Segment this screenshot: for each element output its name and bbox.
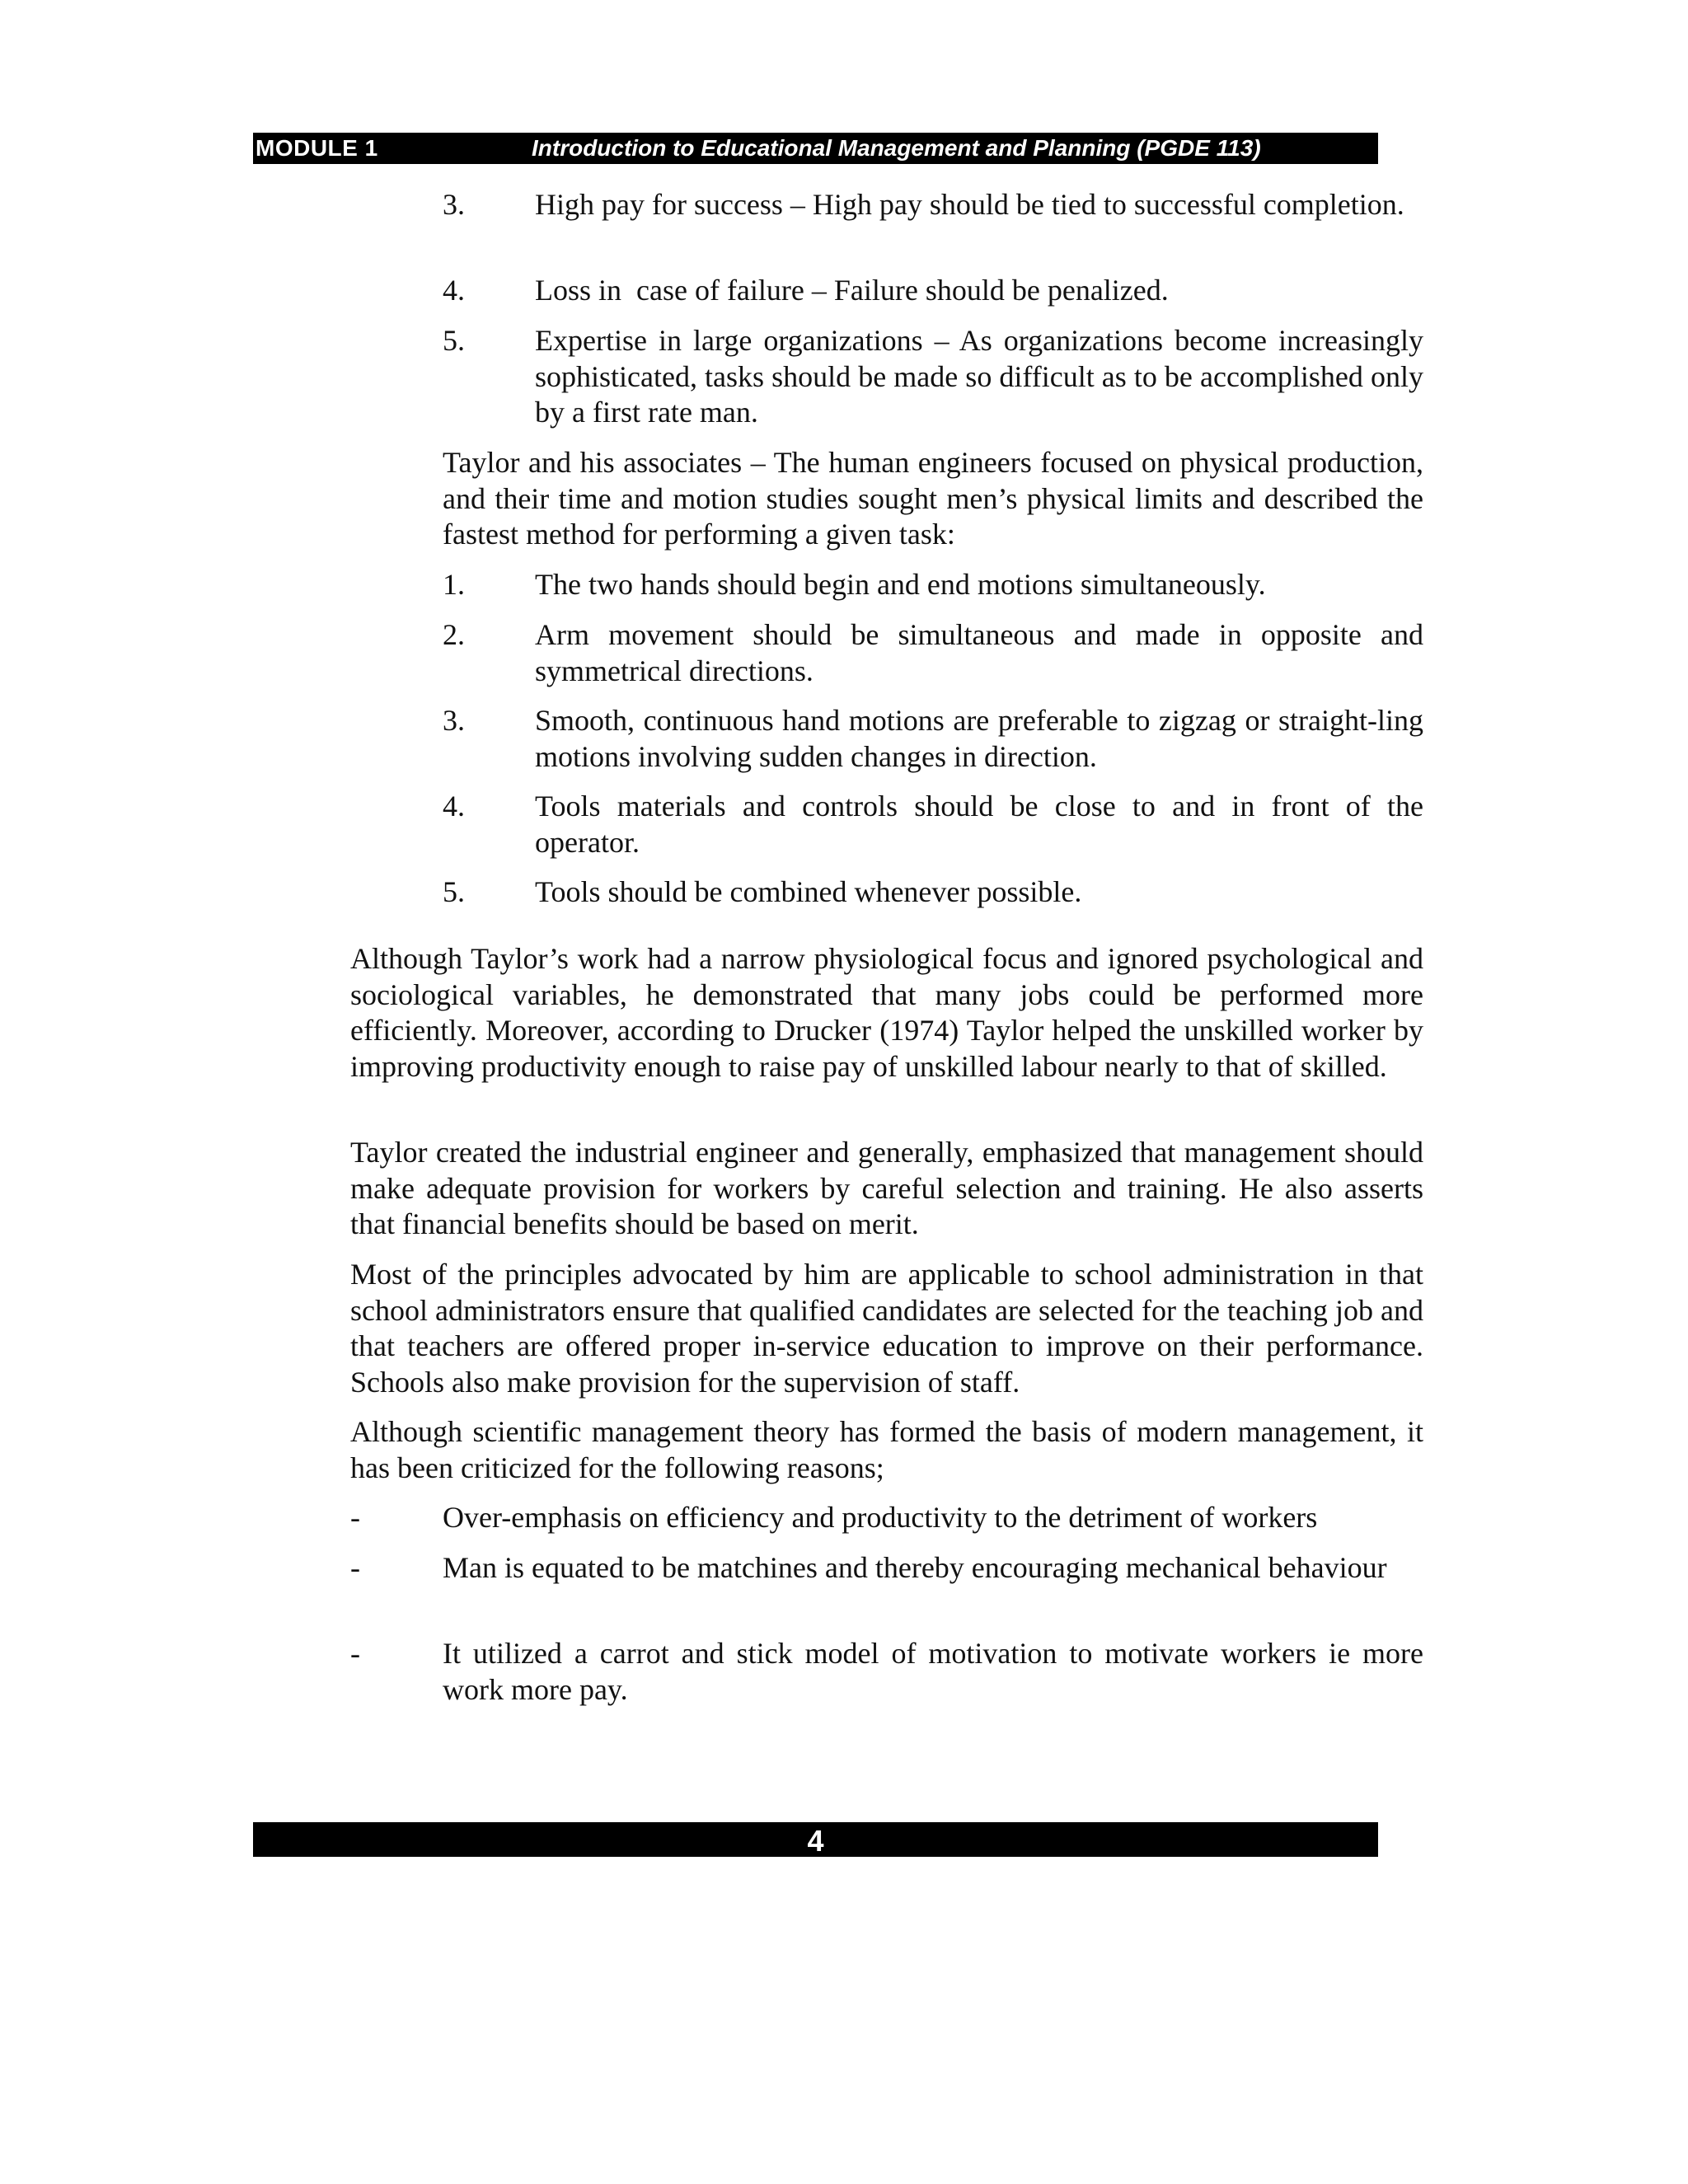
bullet-dash: - (350, 1501, 360, 1534)
list-text: Expertise in large organizations – As organizations become increasingly sophisticated, tasks should be made so difficult as to be accomplished only by a first rate man. (535, 324, 1423, 429)
list-item (443, 273, 1423, 309)
list-item (443, 874, 1423, 911)
list-text: Tools should be combined whenever possible. (535, 875, 1082, 908)
module-label: MODULE 1 (256, 135, 378, 161)
list-text: Tools materials and controls should be close to and in front of the operator. (535, 790, 1423, 859)
page-footer (253, 1822, 1378, 1857)
page-header (253, 133, 1378, 164)
list-number: 3. (443, 704, 465, 737)
list-text: Smooth, continuous hand motions are preferable to zigzag or straight-ling motions involving sudden changes in direction. (535, 704, 1423, 773)
body-paragraph: Although Taylor’s work had a narrow physiological focus and ignored psychological and sociological variables, he demonstrated that many jobs could be performed more efficiently. Moreover, according to Drucker (1974) Taylor helped the unskilled worker by improving productivity enough to raise pay of unskilled labour nearly to that of skilled. (350, 942, 1423, 1083)
list-text: Arm movement should be simultaneous and made in opposite and symmetrical directions. (535, 618, 1423, 687)
list-number: 4. (443, 274, 465, 307)
page-number: 4 (807, 1824, 824, 1858)
list-number: 2. (443, 618, 465, 651)
body-paragraph: Taylor created the industrial engineer and generally, emphasized that management should make adequate provision for workers by careful selection and training. He also asserts that financial benefits should be based on merit. (350, 1136, 1423, 1240)
taylor-intro-paragraph: Taylor and his associates – The human engineers focused on physical production, and their time and motion studies sought men’s physical limits and described the fastest method for performing a given task: (443, 446, 1423, 551)
list-number: 3. (443, 188, 465, 221)
list-item (443, 617, 1423, 689)
criticism-item (350, 1500, 1423, 1536)
list-item (443, 323, 1423, 431)
criticism-item (350, 1636, 1423, 1708)
list-item (443, 789, 1423, 860)
list-number: 5. (443, 875, 465, 908)
bullet-dash: - (350, 1637, 360, 1670)
criticism-text: Man is equated to be matchines and thereby encouraging mechanical behaviour (443, 1551, 1387, 1584)
list-text: High pay for success – High pay should be tied to successful completion. (535, 188, 1404, 221)
criticism-item (350, 1550, 1423, 1622)
criticism-text: It utilized a carrot and stick model of motivation to motivate workers ie more work more pay. (443, 1637, 1423, 1706)
bullet-dash: - (350, 1551, 360, 1584)
list-item (443, 703, 1423, 775)
criticism-text: Over-emphasis on efficiency and productivity to the detriment of workers (443, 1501, 1318, 1534)
list-item (443, 567, 1423, 603)
body-paragraph: Most of the principles advocated by him are applicable to school administration in that school administrators ensure that qualified candidates are selected for the teaching job and that teachers are offered proper in-service education to improve on their performance. Schools also make provision for the supervision of staff. (350, 1258, 1423, 1399)
course-title: Introduction to Educational Management and Planning (PGDE 113) (532, 135, 1261, 161)
list-number: 1. (443, 568, 465, 601)
list-text: The two hands should begin and end motions simultaneously. (535, 568, 1266, 601)
list-item (443, 187, 1423, 259)
list-text: Loss in case of failure – Failure should be penalized. (535, 274, 1169, 307)
body-paragraph: Although scientific management theory has formed the basis of modern management, it has been criticized for the following reasons; (350, 1415, 1423, 1484)
list-number: 5. (443, 324, 465, 357)
list-number: 4. (443, 790, 465, 823)
